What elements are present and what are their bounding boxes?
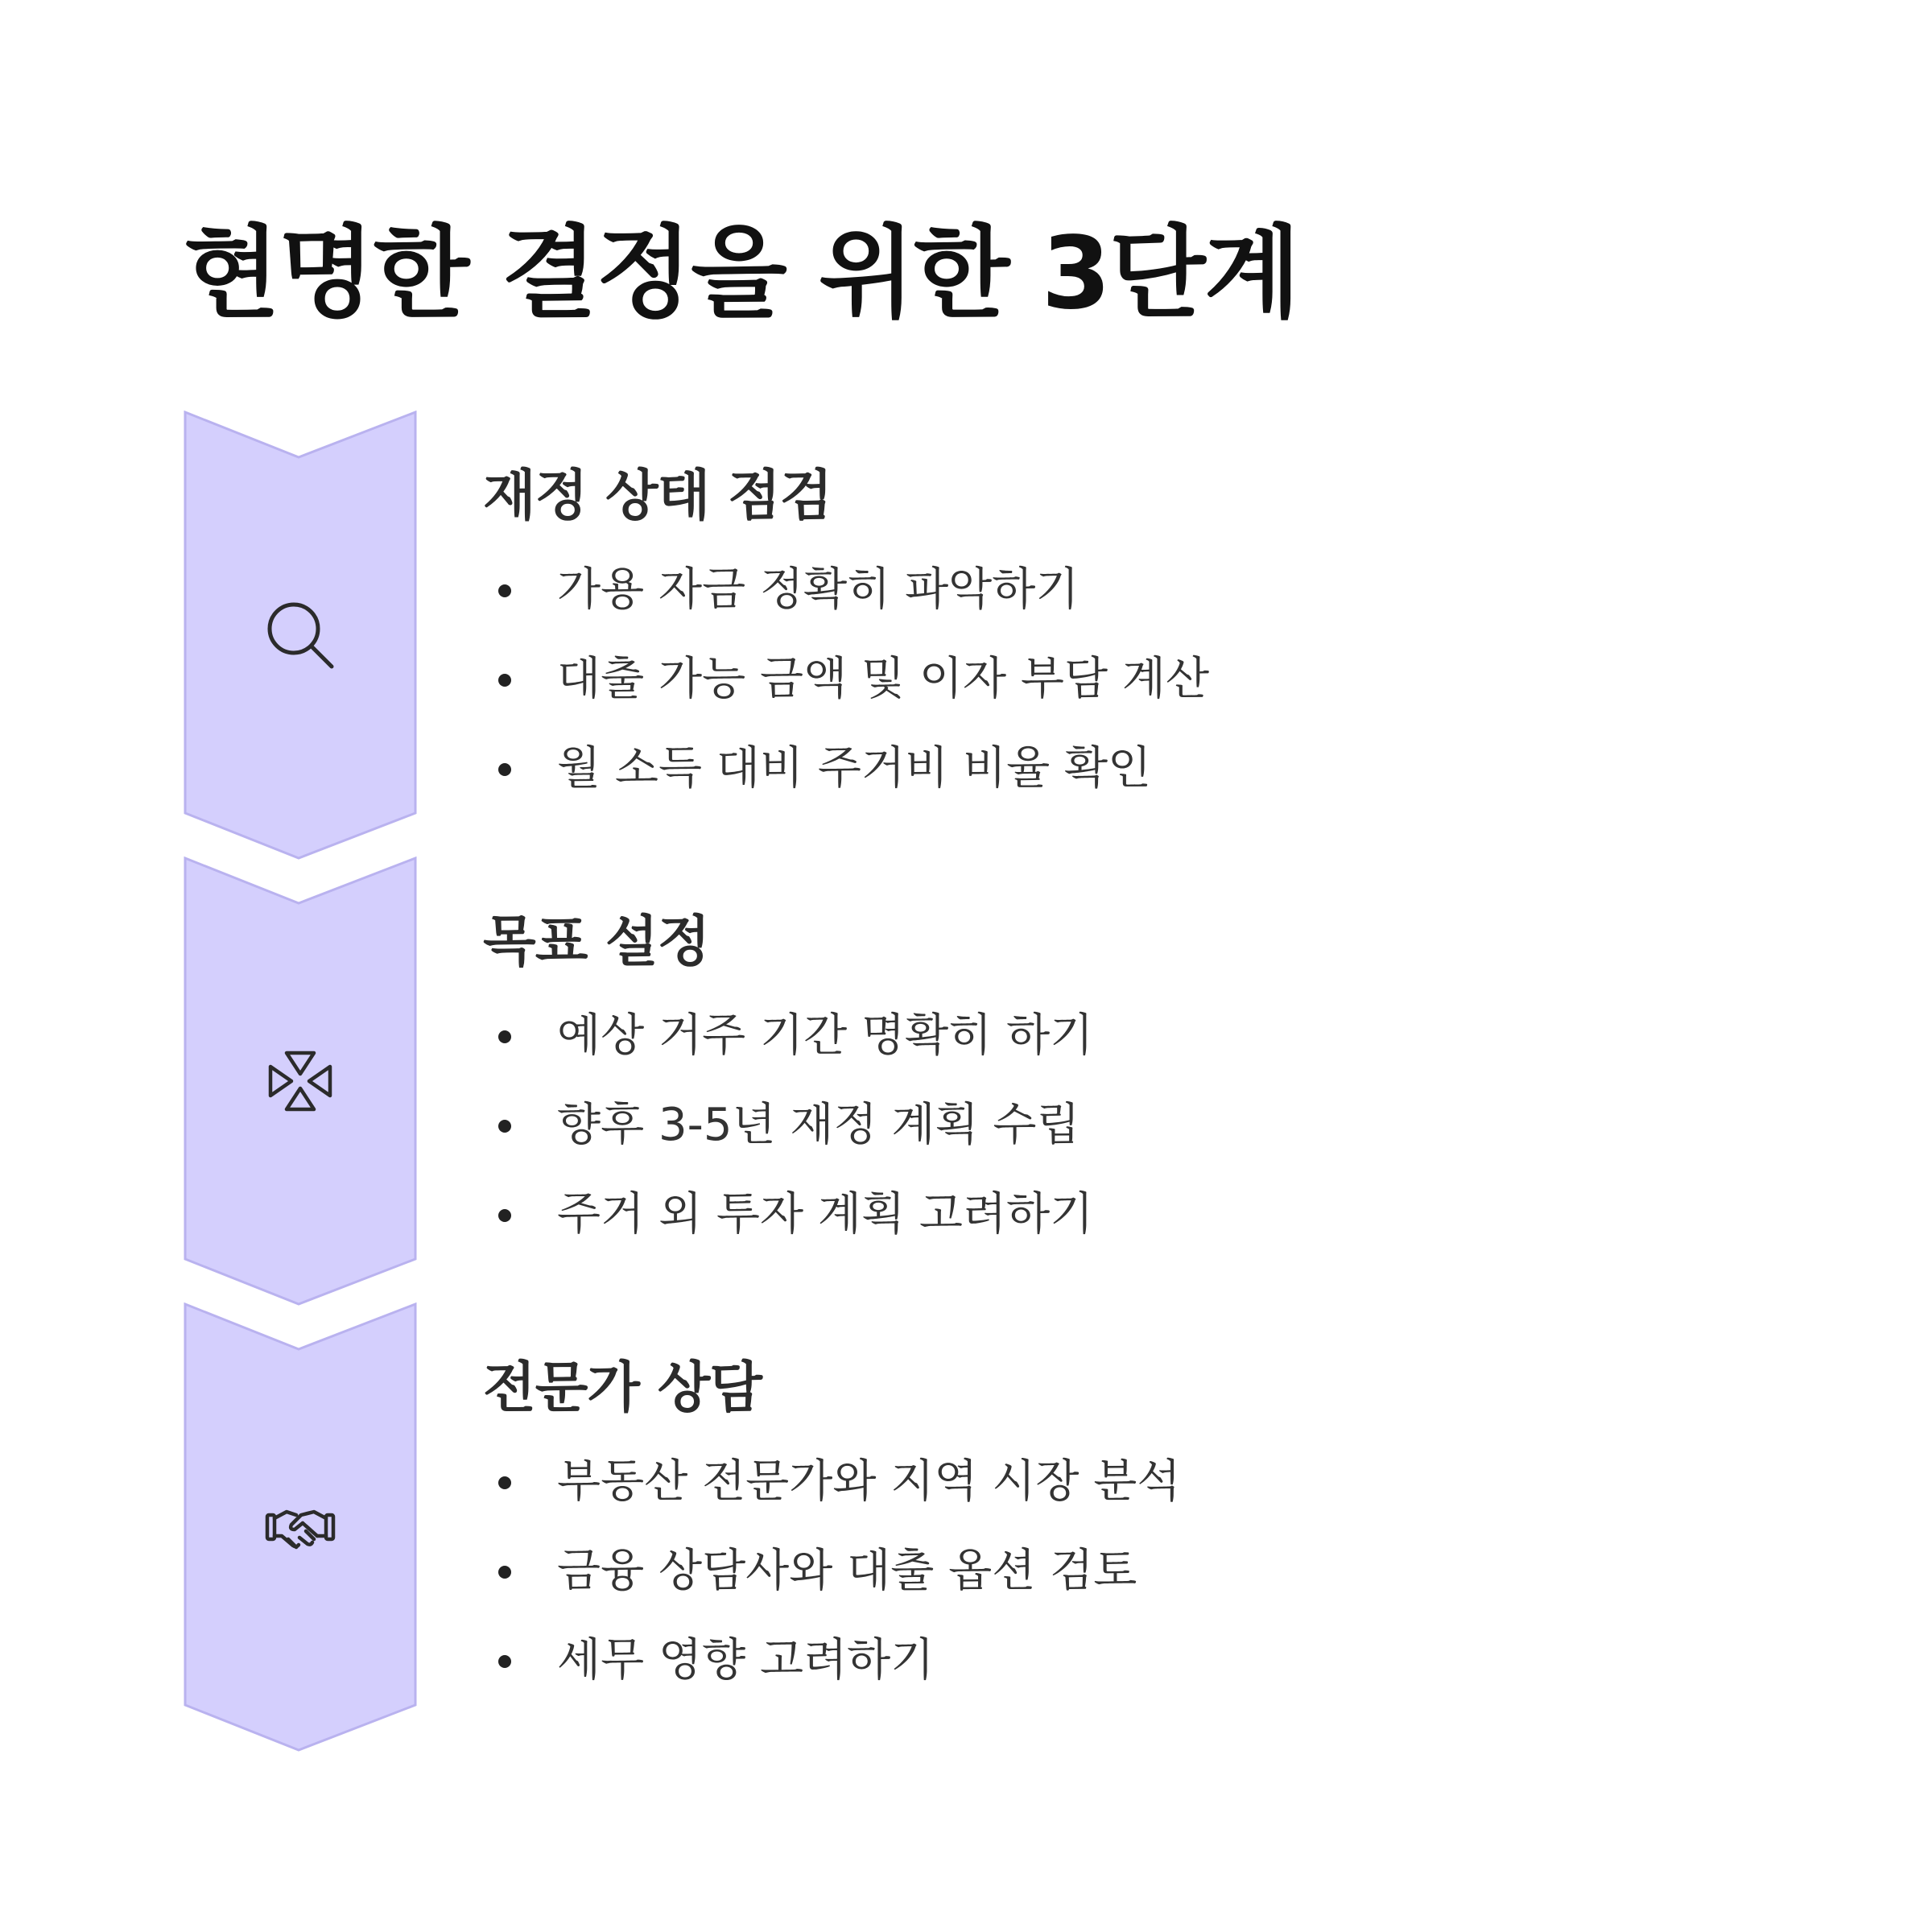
bullet-dot <box>498 1120 511 1133</box>
step-2-chevron <box>184 857 417 1306</box>
bullet-list <box>483 1007 1771 1275</box>
bullet-dot <box>498 1566 511 1579</box>
bullet-text: 대출 가능 금액 및 이자 부담 계산 <box>557 653 1210 705</box>
step-heading: 목표 설정 <box>483 910 710 974</box>
bullet-dot <box>498 1030 511 1043</box>
list-item <box>483 1632 1771 1721</box>
list-item <box>483 1186 1771 1275</box>
page-title: 현명한 결정을 위한 3단계 <box>184 216 1299 332</box>
bullet-dot <box>498 584 511 597</box>
step-1-content <box>483 452 1771 829</box>
list-item <box>483 1453 1771 1542</box>
bullet-list <box>483 561 1771 829</box>
list-item <box>483 561 1771 650</box>
bullet-text: 금융 상담사와 대출 옵션 검토 <box>557 1545 1137 1597</box>
magnifier-icon <box>264 599 336 671</box>
list-item <box>483 1007 1771 1096</box>
step-3-content <box>483 1344 1771 1721</box>
bullet-list <box>483 1453 1771 1721</box>
bullet-text: 향후 3-5년 재정 계획 수립 <box>557 1099 1080 1151</box>
bullet-text: 가용 자금 정확히 파악하기 <box>557 564 1080 616</box>
bullet-dot <box>498 1476 511 1489</box>
list-item <box>483 740 1771 829</box>
target-arrows-icon <box>264 1045 336 1117</box>
step-heading: 재정 상태 점검 <box>483 464 832 528</box>
bullet-text: 월 소득 대비 주거비 비율 확인 <box>557 742 1152 795</box>
bullet-text: 예상 거주 기간 명확히 하기 <box>557 1009 1094 1062</box>
bullet-dot <box>498 763 511 776</box>
bullet-dot <box>498 1655 511 1668</box>
bullet-text: 세무 영향 고려하기 <box>557 1634 935 1686</box>
step-2-content <box>483 898 1771 1275</box>
bullet-dot <box>498 674 511 687</box>
handshake-icon <box>264 1491 336 1563</box>
step-1-chevron <box>184 411 417 860</box>
list-item <box>483 650 1771 740</box>
step-3-chevron <box>184 1302 417 1752</box>
bullet-text: 주거 외 투자 계획 고려하기 <box>557 1188 1094 1241</box>
bullet-text: 부동산 전문가와 지역 시장 분석 <box>557 1455 1181 1508</box>
bullet-dot <box>498 1209 511 1222</box>
step-heading: 전문가 상담 <box>483 1356 762 1420</box>
list-item <box>483 1542 1771 1632</box>
list-item <box>483 1096 1771 1186</box>
